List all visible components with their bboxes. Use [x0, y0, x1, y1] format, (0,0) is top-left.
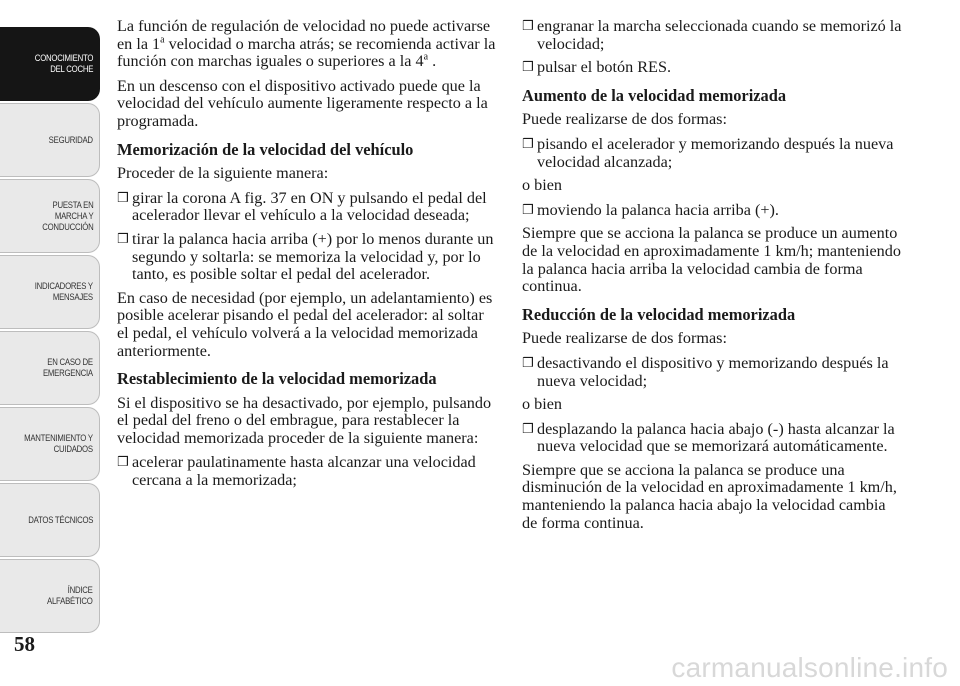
tab-puesta-en-marcha[interactable]: [0, 179, 100, 253]
list-item: [522, 59, 904, 77]
superscript: a: [160, 34, 165, 46]
checkbox-bullet-icon: ❒: [522, 136, 534, 152]
paragraph: Puede realizarse de dos formas:: [522, 110, 727, 129]
text-run: .: [428, 52, 437, 71]
paragraph: o bien: [522, 176, 563, 195]
list-item: [522, 355, 904, 390]
list-item-text: desactivando el dispositivo y memorizando después la nueva velocidad;: [537, 353, 889, 390]
tab-label: MANTENIMIENTO Y CUIDADOS: [24, 433, 93, 455]
tab-indice-alfabetico[interactable]: [0, 559, 100, 633]
checkbox-bullet-icon: ❒: [522, 19, 534, 34]
list-item-text: acelerar paulatinamente hasta alcanzar una velocidad cercana a la memorizada;: [132, 453, 476, 490]
tab-label: PUESTA EN MARCHA Y CONDUCCIÓN: [41, 199, 93, 233]
tab-mantenimiento-y-cuidados[interactable]: [0, 407, 100, 481]
text-run: velocidad o marcha atrás; se recomienda activar la función con marchas iguales o superiores a la 4: [117, 34, 496, 71]
list-item: [117, 454, 499, 489]
paragraph: En un descenso con el dispositivo activado puede que la velocidad del vehículo aumente ligeramente respecto a la programada.: [117, 76, 488, 130]
tab-label: DATOS TÉCNICOS: [28, 514, 93, 526]
section-heading: Memorización de la velocidad del vehículo: [117, 139, 414, 159]
paragraph: [117, 18, 499, 71]
list-item-text: desplazando la palanca hacia abajo (-) hasta alcanzar la nueva velocidad que se memorizará automáticamente.: [537, 419, 895, 456]
tab-indicadores-y-mensajes[interactable]: [0, 255, 100, 329]
paragraph: En caso de necesidad (por ejemplo, un adelantamiento) es posible acelerar pisando el pedal del acelerador: al soltar el pedal, el vehículo volverá a la velocidad memorizada anteriormente.: [117, 288, 493, 360]
right-column: [522, 18, 904, 539]
tab-label: CONOCIMIENTO DEL COCHE: [34, 53, 93, 75]
list-item-text: tirar la palanca hacia arriba (+) por lo menos durante un segundo y soltarla: se memoriza la velocidad y, por lo tanto, es posible soltar el pedal del acelerador.: [132, 229, 494, 284]
list-item: [117, 190, 499, 225]
tab-datos-tecnicos[interactable]: [0, 483, 100, 557]
paragraph: Siempre que se acciona la palanca se produce un aumento de la velocidad en aproximadamente 1 km/h; manteniendo la palanca hacia arriba la velocidad cambia de forma continua.: [522, 224, 901, 296]
paragraph: Siempre que se acciona la palanca se produce una disminución de la velocidad en aproximadamente 1 km/h, manteniendo la palanca hacia abajo la velocidad cambia de forma continua.: [522, 460, 897, 532]
page-number: 58: [14, 632, 35, 656]
list-item: [522, 18, 904, 53]
chapter-tabs: [0, 0, 104, 686]
tab-label: SEGURIDAD: [48, 134, 93, 146]
list-item: [117, 231, 499, 284]
tab-en-caso-de-emergencia[interactable]: [0, 331, 100, 405]
checkbox-bullet-icon: ❒: [117, 231, 129, 247]
tab-label: ÍNDICE ALFABÉTICO: [47, 585, 93, 607]
list-item: [522, 136, 904, 171]
list-item-text: pulsar el botón RES.: [537, 58, 671, 77]
paragraph: Puede realizarse de dos formas:: [522, 329, 727, 348]
list-item-text: pisando el acelerador y memorizando después la nueva velocidad alcanzada;: [537, 134, 894, 171]
list-item-text: engranar la marcha seleccionada cuando se memorizó la velocidad;: [537, 17, 902, 53]
section-heading: Reducción de la velocidad memorizada: [522, 304, 796, 324]
paragraph: o bien: [522, 395, 563, 414]
watermark: carmanualsonline.info: [671, 652, 948, 683]
paragraph: Si el dispositivo se ha desactivado, por ejemplo, pulsando el pedal del freno o del embrague, para restablecer la velocidad memorizada proceder de la siguiente manera:: [117, 393, 492, 447]
tab-conocimiento-del-coche[interactable]: [0, 27, 100, 101]
section-heading: Restablecimiento de la velocidad memorizada: [117, 369, 437, 389]
left-column: [117, 18, 499, 496]
tab-label: INDICADORES Y MENSAJES: [34, 281, 93, 303]
tab-seguridad[interactable]: [0, 103, 100, 177]
checkbox-bullet-icon: ❒: [522, 355, 534, 371]
checkbox-bullet-icon: ❒: [522, 202, 534, 218]
paragraph: Proceder de la siguiente manera:: [117, 164, 329, 183]
checkbox-bullet-icon: ❒: [522, 421, 534, 437]
text-run: La función de regulación de velocidad no puede activarse en la 1: [117, 17, 491, 53]
list-item-text: moviendo la palanca hacia arriba (+).: [537, 200, 779, 219]
checkbox-bullet-icon: ❒: [117, 455, 129, 471]
superscript: a: [423, 51, 429, 63]
checkbox-bullet-icon: ❒: [522, 60, 534, 76]
section-heading: Aumento de la velocidad memorizada: [522, 85, 787, 105]
list-item-text: girar la corona A fig. 37 en ON y pulsando el pedal del acelerador llevar el vehículo a la velocidad deseada;: [132, 188, 487, 225]
checkbox-bullet-icon: ❒: [117, 190, 129, 206]
list-item: [522, 421, 904, 456]
tab-label: EN CASO DE EMERGENCIA: [43, 357, 93, 379]
list-item: [522, 202, 904, 220]
